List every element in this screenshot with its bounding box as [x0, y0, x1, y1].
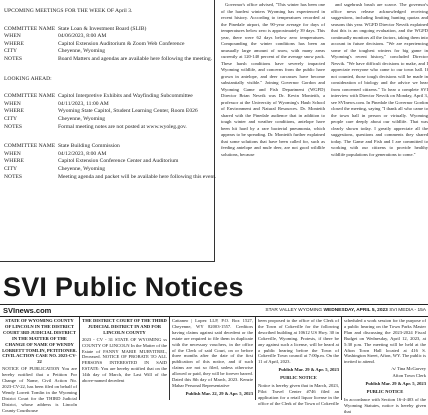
notice-heading: THE DISTRICT COURT OF THE THIRD JUDICIAL DISTRICT IN AND FOR LINCOLN COUNTY [82, 318, 167, 335]
notice-column-1 [0, 317, 80, 413]
meeting-row-committee: COMMITTEE NAME State Building Commission [4, 143, 120, 150]
issue-date: WEDNESDAY, APRIL 5, 2023 [323, 308, 388, 313]
meeting-row-notes: NOTES Board Matters and agendas are available here following the meeting. [4, 55, 213, 62]
meeting-row-committee: COMMITTEE NAME State Loan & Investment Board (SLIB) [4, 25, 147, 32]
notice-heading: STATE OF WYOMING COUNTY OF LINCOLN IN THE DISTRICT COURT 3RD JUDICIAL DISTRICT IN THE MATTER OF THE CHANGE OF NAME OF WENDY LORRETT TOMLIN, PETITIONER. CIVIL ACTION CASE NO. 2023-CV-22 [2, 318, 77, 365]
notice-column-5 [342, 317, 428, 414]
upcoming-meetings-box [0, 0, 215, 262]
meetings-heading: UPCOMING MEETINGS FOR THE WEEK OF April 3. [4, 8, 133, 14]
notice-body: scheduled a work session for the purpose of a public hearing on the Town Parks Master Plan and discussing the 2023-2024 Fiscal Budget on Wednesday, April 12, 2023, at 5:30 p.m. The meeting will be held at the Afton Town Hall located at 416 S. Washington Street, Afton, WY. The public is invited to attend. [344, 318, 426, 365]
meeting-row-notes: NOTES Meeting agenda and packet will be available here following this event. [4, 173, 217, 180]
issue-line [265, 308, 428, 313]
section-banner [0, 272, 428, 317]
meeting-row-city: CITY Cheyenne, Wyoming [4, 48, 106, 55]
notice-body: Notice is hereby given that in March, 2023, Pilot Travel Center #746 filed an application for a retail liquor license in the office of the Clerk of the Town of Cokeville [258, 383, 339, 406]
publish-dates: Publish Mar. 29 & Apr. 5, 2023 [278, 367, 339, 373]
notices-columns [0, 317, 428, 414]
notice-body: 2023 - CV - 31 STATE OF WYOMING ss COUNTY OF LINCOLN In the Matter of the Estate of FANNY MARIE MURVITREL, Deceased. NOTICE OF PROBATE TO ALL PERSONS INTERESTED IN SAID ESTATE: You are hereby notified that on the 14th day of March, the Last Will of the above-named decedent [82, 336, 167, 384]
publish-dates: Publish Mar. 22, 29 & Apr. 5, 2023 [185, 390, 253, 396]
notice-body: NOTICE OF PUBLICATION You are hereby notified that a Petition For Change of Name, Civil Action No. 2023-CV-22, has been filed on behalf of Wendy Lorrett Tomlin in the Wyoming District Court for the THIRD Judicial District, whose address is Lincoln County Courthouse [2, 366, 77, 413]
looking-ahead-label: LOOKING AHEAD: [4, 75, 52, 82]
notice-body: been proposed to the office of the Clerk of the Town of Cokeville for the following described building at 10612 US Hwy. 30 in Cokeville, Wyoming. Protests, if there be any against such a license, will be heard at a public hearing before the Town of Cokeville Town council at 7:00p.m. On the 11 of April, 2023. [258, 318, 339, 365]
meeting-row-when: WHEN 04/12/2023, 8:00 AM [4, 150, 107, 157]
article-column-right [331, 2, 428, 264]
issue-location: STAR VALLEY WYOMING [265, 308, 323, 313]
notice-body: Cattaneo | Lopez LLP, P.O. Box 1527, Cheyenne, WY 82003-1557. Creditors having claims against said decedent or the estate are required to file them in duplicate with the necessary vouchers, in the office of the Clerk of said Court, on or before three months after the date of the first publication of this notice, and if such claims are not so filed, unless otherwise allowed or paid, they will be forever barred. Dated this 8th day of March, 2023. Kenzie Mahar Personal Representative [172, 318, 253, 388]
meeting-row-where: WHERE Wyoming State Capitol, Student Learning Center, Room E026 [4, 108, 198, 115]
meeting-wayfinding [4, 93, 210, 131]
notice-column-4 [256, 317, 342, 406]
meeting-row-notes: NOTES Formal meeting notes are not posted at www.wyoleg.gov. [4, 123, 187, 130]
section-title: SVI Public Notices [3, 272, 244, 302]
meeting-row-city: CITY Cheyenne, Wyoming [4, 165, 106, 172]
meeting-row-where: WHERE Capitol Extension Conference Center and Auditorium [4, 158, 179, 165]
meeting-row-city: CITY Cheyenne, Wyoming [4, 115, 106, 122]
notice-heading: PUBLIC NOTICE [366, 388, 404, 394]
signature-name: /s/ Tina McGarvey [391, 366, 426, 372]
meeting-row-where: WHERE Capitol Extension Auditorium & Zoom Web Conference [4, 40, 185, 47]
article-text: Governor's office advised, "This winter has been one of the hardest winters Wyoming has experienced in recent history. According to temperatures recorded at the Pinedale airport, the 90-year average for days of temperatures below zero is approximately 39 days. This year, there were 62 days below zero temperatures. Compounding the winter conditions has been an unusually large amount of snow, with many areas currently at 120-140 percent of the average snow pack. These harsh conditions have severely impacted Wyoming wildlife, and concerns from the public have grown in antelope, and deer carcasses have become substantially visible." Joining Governor Gordon and Wyoming Game and Fish Department (WGFD) Director Brian Nesvik was Dr. Kevin Monteith, a professor at the University of Wyoming's Haub School of Environment and Natural Resources. Dr. Monteith shared with the Pinedale audience that in addition to tough winter and weather conditions, antelope have been hit hard by a rare bacterial pneumonia, which appears to be spreading. Dr. Monteith further explained that some solutions that have been called for, such as feeding antelope and mule deer, are not good wildlife solutions, because [221, 2, 325, 157]
meeting-row-when: WHEN 04/11/2023, 11:00 AM [4, 100, 109, 107]
meeting-row-committee: COMMITTEE NAME Capitol Interpretive Exhibits and Wayfinding Subcommittee [4, 93, 193, 100]
article-column-middle [221, 2, 325, 264]
notice-body: In accordance with Section 16-4-403 of the Wyoming Statutes, notice is hereby given that [344, 396, 426, 414]
issue-page: SVI MEDIA - 15A [389, 308, 426, 313]
signature-title: Afton Town Clerk [392, 373, 426, 379]
site-name[interactable]: SVInews.com [3, 306, 52, 315]
publish-dates: Publish Mar. 29 & Apr. 5, 2023 [365, 381, 426, 387]
notice-heading: PUBLIC NOTICE [280, 375, 317, 381]
meeting-building-commission [4, 143, 217, 181]
banner-subline [0, 305, 428, 316]
notice-column-2 [80, 317, 170, 400]
article-text: and sagebrush brush are scarce. The governor's office news release acknowledged receiving suggestions, including limiting hunting quotas and seasons this year. WGFD Director Nesvik explained that this is an ongoing evaluation, and the WGFD continually monitors all the factors, taking them into account in future decisions. "We are experiencing some of the toughest winters for big game in Wyoming's recent history," concluded Director Nesvik. "We have difficult decisions to make, and I appreciate everyone who came to our town hall. If not counted, those tough decisions will be made in consideration of biology and the advice we hear from concerned citizens." To hear a complete SVI interview with Director Nesvik on Monday, April 3, see SVInews.com. In Pinedale the Governor Gordon closed the meeting, saying "I thank all who came to the town hall in person or virtually. Wyoming people care deeply about our wildlife. That was clearly shown today. I greatly appreciate all the suggestions, questions and comments they shared today. The Game and Fish and I are committed to working with our citizens to provide healthy wildlife populations for generations to come." [331, 2, 428, 157]
notice-column-3 [170, 317, 256, 400]
meeting-slib [4, 25, 213, 64]
meeting-row-when: WHEN 04/06/2023, 8:00 AM [4, 33, 107, 40]
